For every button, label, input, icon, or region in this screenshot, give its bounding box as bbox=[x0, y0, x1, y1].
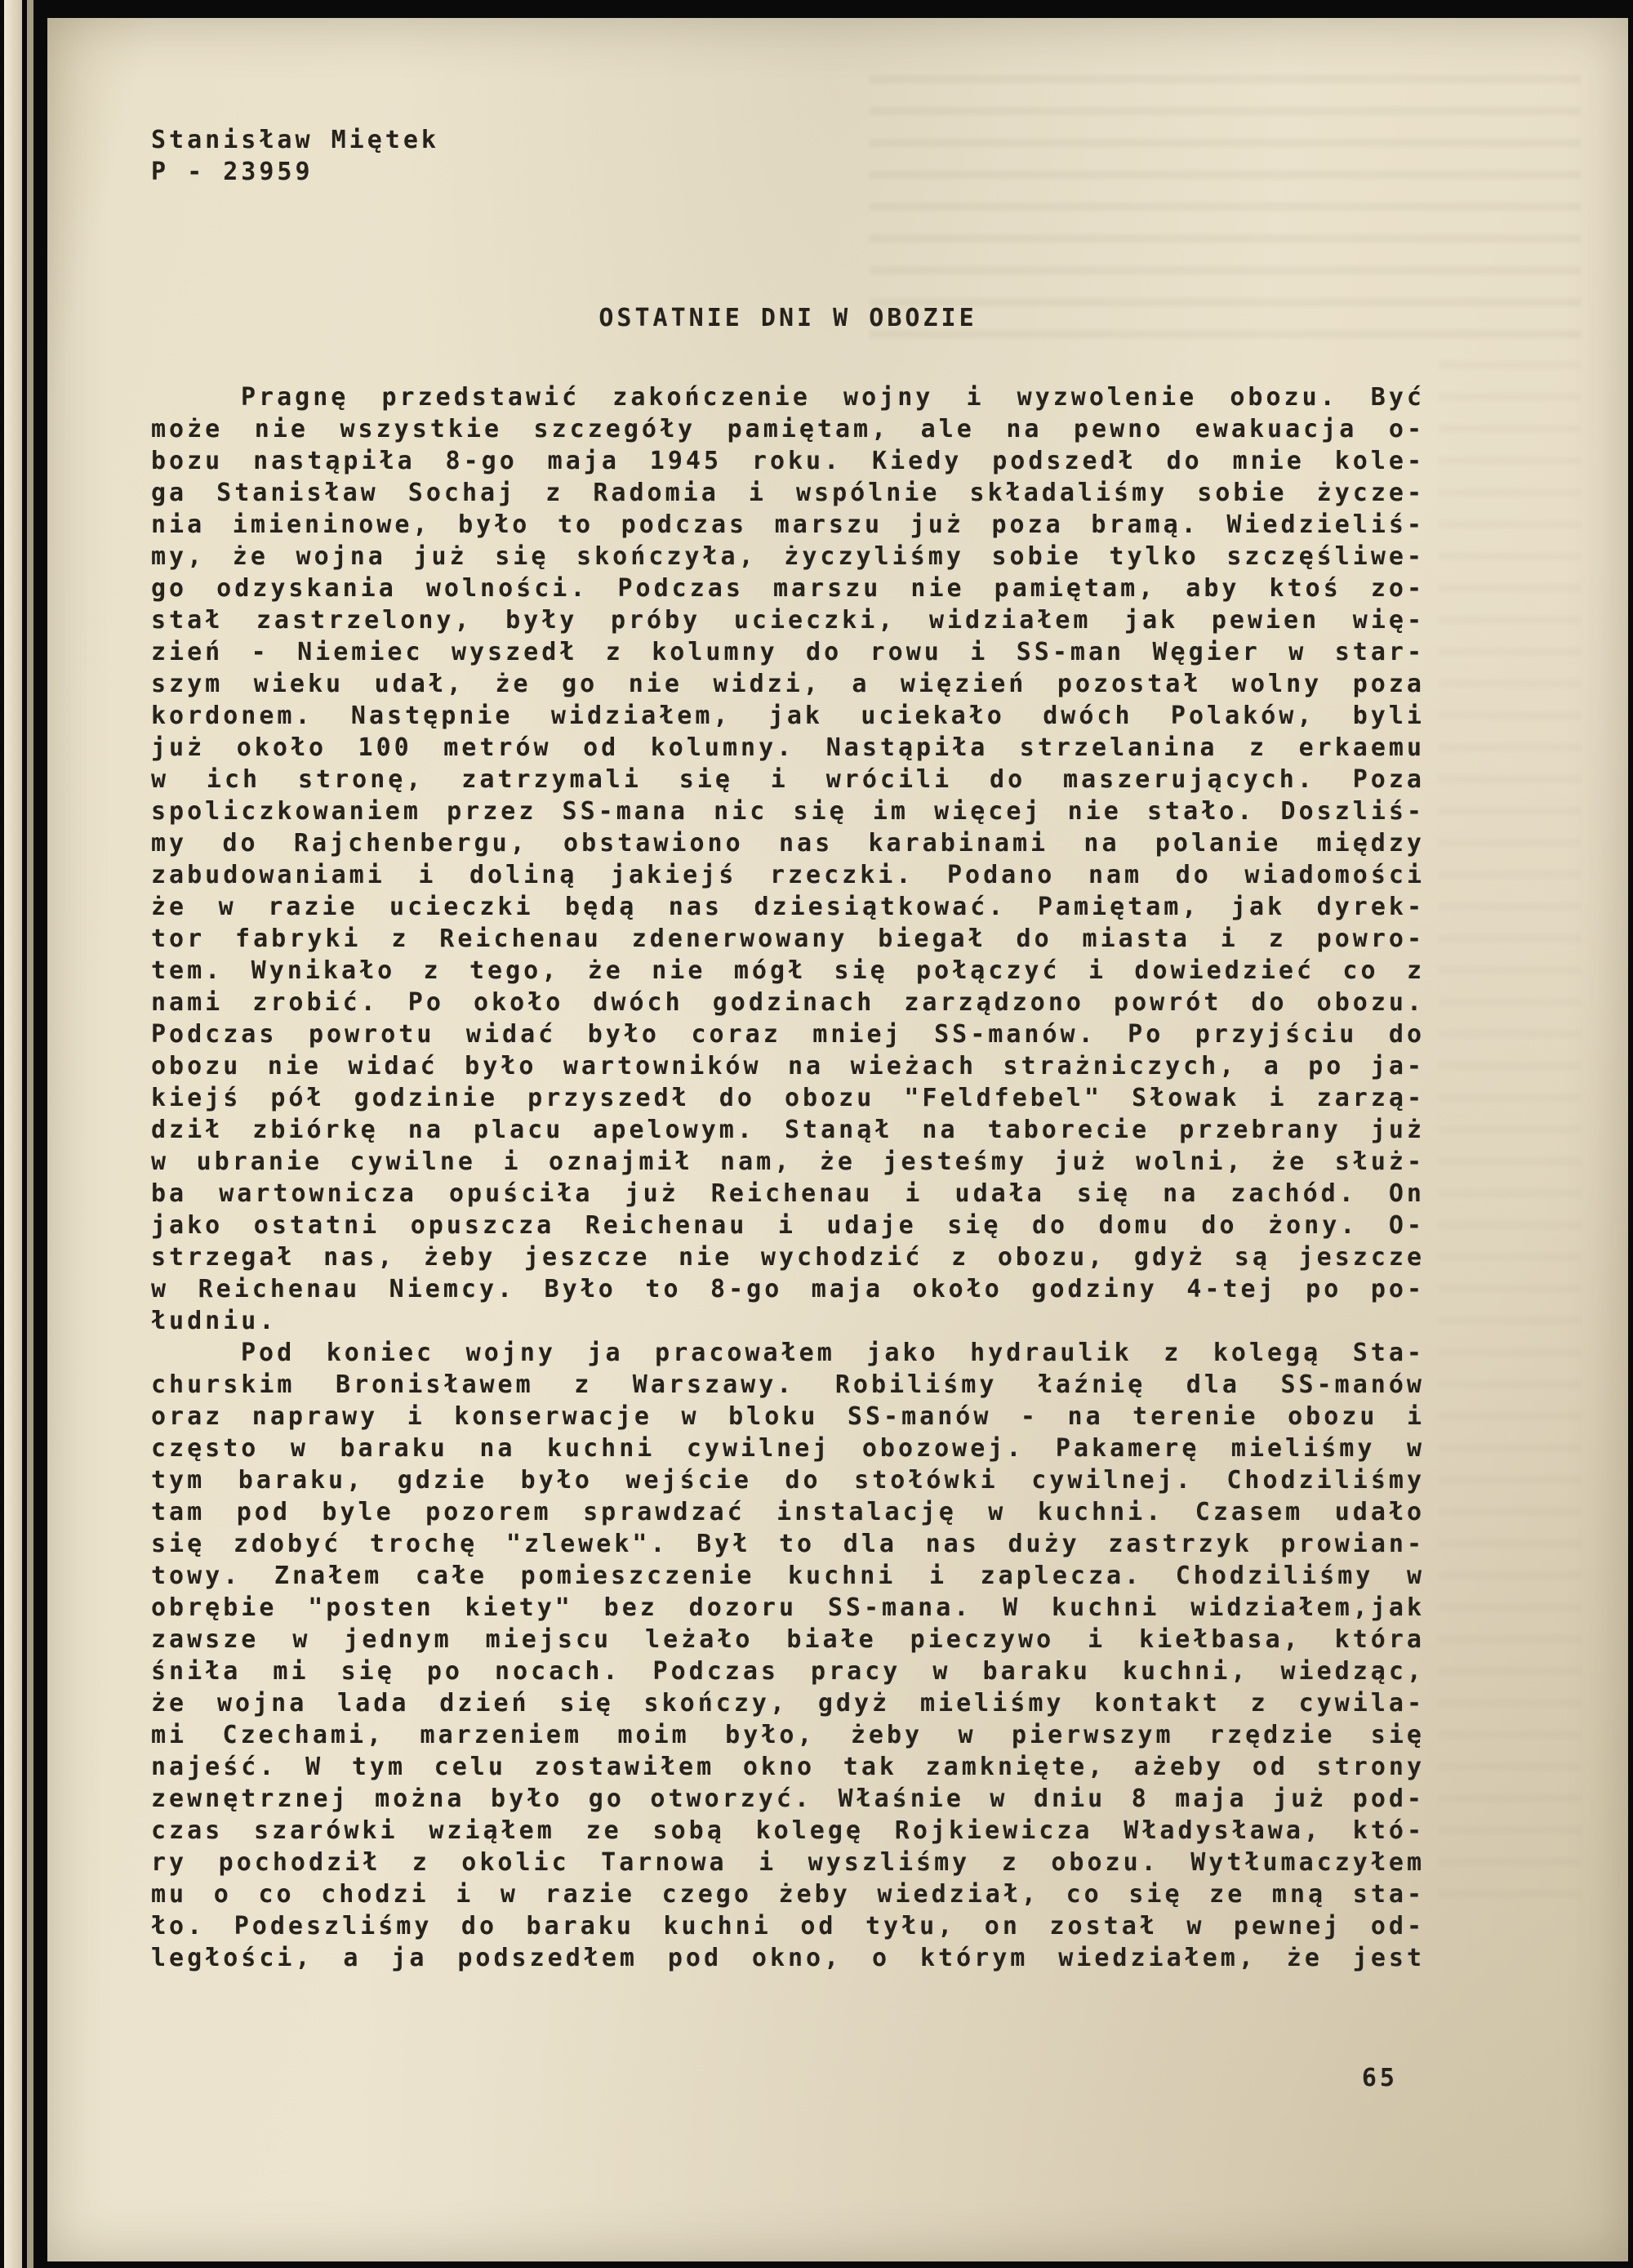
text-line: nia imieninowe, było to podczas marszu już poza bramą. Wiedzieliś- bbox=[151, 510, 1425, 539]
text-line: my, że wojna już się skończyła, życzyliśmy sobie tylko szczęśliwe- bbox=[151, 542, 1425, 571]
text-line: czas szarówki wziąłem ze sobą kolegę Rojkiewicza Władysława, któ- bbox=[151, 1816, 1425, 1845]
text-line: churskim Bronisławem z Warszawy. Robiliśmy łaźnię dla SS-manów bbox=[151, 1370, 1425, 1399]
text-line: mi Czechami, marzeniem moim było, żeby w pierwszym rzędzie się bbox=[151, 1721, 1425, 1749]
text-line: tor fabryki z Reichenau zdenerwowany biegał do miasta i z powro- bbox=[151, 925, 1425, 953]
text-line: że wojna lada dzień się skończy, gdyż mieliśmy kontakt z cywila- bbox=[151, 1689, 1425, 1718]
document-page bbox=[47, 18, 1628, 2261]
author-block bbox=[151, 124, 1628, 188]
author-name: Stanisław Miętek bbox=[151, 126, 439, 154]
text-line: często w baraku na kuchni cywilnej obozowej. Pakamerę mieliśmy w bbox=[151, 1434, 1425, 1463]
text-line: może nie wszystkie szczegóły pamiętam, ale na pewno ewakuacja o- bbox=[151, 415, 1425, 443]
paragraph bbox=[151, 1337, 1425, 1974]
text-line: go odzyskania wolności. Podczas marszu nie pamiętam, aby ktoś zo- bbox=[151, 574, 1425, 603]
paragraph bbox=[151, 381, 1425, 1337]
text-line: spoliczkowaniem przez SS-mana nic się im więcej nie stało. Doszliś- bbox=[151, 797, 1425, 826]
text-line: Podczas powrotu widać było coraz mniej SS-manów. Po przyjściu do bbox=[151, 1020, 1425, 1049]
text-line: ry pochodził z okolic Tarnowa i wyszliśmy z obozu. Wytłumaczyłem bbox=[151, 1848, 1425, 1877]
text-line: tam pod byle pozorem sprawdzać instalację w kuchni. Czasem udało bbox=[151, 1498, 1425, 1526]
text-line: łudniu. bbox=[151, 1307, 278, 1335]
text-line: obozu nie widać było wartowników na wieżach strażniczych, a po ja- bbox=[151, 1052, 1425, 1081]
text-line: zień - Niemiec wyszedł z kolumny do rowu i SS-man Węgier w star- bbox=[151, 638, 1425, 666]
text-line: kiejś pół godzinie przyszedł do obozu "Feldfebel" Słowak i zarzą- bbox=[151, 1084, 1425, 1112]
text-line: nami zrobić. Po około dwóch godzinach zarządzono powrót do obozu. bbox=[151, 988, 1425, 1017]
text-line: ległości, a ja podszedłem pod okno, o którym wiedziałem, że jest bbox=[151, 1944, 1425, 1972]
prisoner-number: P - 23959 bbox=[151, 158, 314, 186]
text-line: mu o co chodzi i w razie czego żeby wiedział, co się ze mną sta- bbox=[151, 1880, 1425, 1909]
text-line: towy. Znałem całe pomieszczenie kuchni i zaplecza. Chodziliśmy w bbox=[151, 1562, 1425, 1590]
text-line: śniła mi się po nocach. Podczas pracy w baraku kuchni, wiedząc, bbox=[151, 1657, 1425, 1686]
text-line: dził zbiórkę na placu apelowym. Stanął na taborecie przebrany już bbox=[151, 1116, 1425, 1144]
text-line: ga Stanisław Sochaj z Radomia i wspólnie składaliśmy sobie życze- bbox=[151, 479, 1425, 507]
text-line: Pragnę przedstawić zakończenie wojny i wyzwolenie obozu. Być bbox=[241, 383, 1425, 412]
text-line: my do Rajchenbergu, obstawiono nas karabinami na polanie między bbox=[151, 829, 1425, 858]
body-paragraphs bbox=[151, 381, 1425, 1974]
text-line: stał zastrzelony, były próby ucieczki, widziałem jak pewien wię- bbox=[151, 606, 1425, 635]
text-line: że w razie ucieczki będą nas dziesiątkować. Pamiętam, jak dyrek- bbox=[151, 893, 1425, 921]
text-line: tem. Wynikało z tego, że nie mógł się połączyć i dowiedzieć co z bbox=[151, 956, 1425, 985]
text-line: Pod koniec wojny ja pracowałem jako hydraulik z kolegą Sta- bbox=[241, 1339, 1425, 1367]
text-line: w ich stronę, zatrzymali się i wrócili do maszerujących. Poza bbox=[151, 765, 1425, 794]
page-content bbox=[47, 124, 1628, 2094]
text-line: w Reichenau Niemcy. Było to 8-go maja około godziny 4-tej po po- bbox=[151, 1275, 1425, 1303]
text-line: zabudowaniami i doliną jakiejś rzeczki. Podano nam do wiadomości bbox=[151, 861, 1425, 889]
book-page-edge-inner bbox=[27, 0, 33, 2268]
text-line: się zdobyć trochę "zlewek". Był to dla nas duży zastrzyk prowian- bbox=[151, 1530, 1425, 1558]
text-line: kordonem. Następnie widziałem, jak uciekało dwóch Polaków, byli bbox=[151, 702, 1425, 730]
text-line: w ubranie cywilne i oznajmił nam, że jesteśmy już wolni, że służ- bbox=[151, 1147, 1425, 1176]
document-title: OSTATNIE DNI W OBOZIE bbox=[598, 304, 977, 332]
text-line: zewnętrznej można było go otworzyć. Właśnie w dniu 8 maja już pod- bbox=[151, 1785, 1425, 1813]
text-line: ba wartownicza opuściła już Reichenau i udała się na zachód. On bbox=[151, 1179, 1425, 1208]
text-line: szym wieku udał, że go nie widzi, a więzień pozostał wolny poza bbox=[151, 670, 1425, 698]
text-line: zawsze w jednym miejscu leżało białe pieczywo i kiełbasa, która bbox=[151, 1625, 1425, 1654]
text-line: tym baraku, gdzie było wejście do stołówki cywilnej. Chodziliśmy bbox=[151, 1466, 1425, 1495]
page-number: 65 bbox=[1361, 2064, 1398, 2092]
text-line: bozu nastąpiła 8-go maja 1945 roku. Kiedy podszedł do mnie kole- bbox=[151, 447, 1425, 475]
book-page-edge bbox=[4, 0, 22, 2268]
text-line: obrębie "posten kiety" bez dozoru SS-mana. W kuchni widziałem,jak bbox=[151, 1593, 1425, 1622]
text-line: już około 100 metrów od kolumny. Nastąpiła strzelanina z erkaemu bbox=[151, 733, 1425, 762]
text-line: ło. Podeszliśmy do baraku kuchni od tyłu, on został w pewnej od- bbox=[151, 1912, 1425, 1940]
text-line: jako ostatni opuszcza Reichenau i udaje się do domu do żony. O- bbox=[151, 1211, 1425, 1240]
text-line: strzegał nas, żeby jeszcze nie wychodzić z obozu, gdyż są jeszcze bbox=[151, 1243, 1425, 1272]
text-line: oraz naprawy i konserwacje w bloku SS-manów - na terenie obozu i bbox=[151, 1402, 1425, 1431]
text-line: najeść. W tym celu zostawiłem okno tak zamknięte, ażeby od strony bbox=[151, 1753, 1425, 1781]
